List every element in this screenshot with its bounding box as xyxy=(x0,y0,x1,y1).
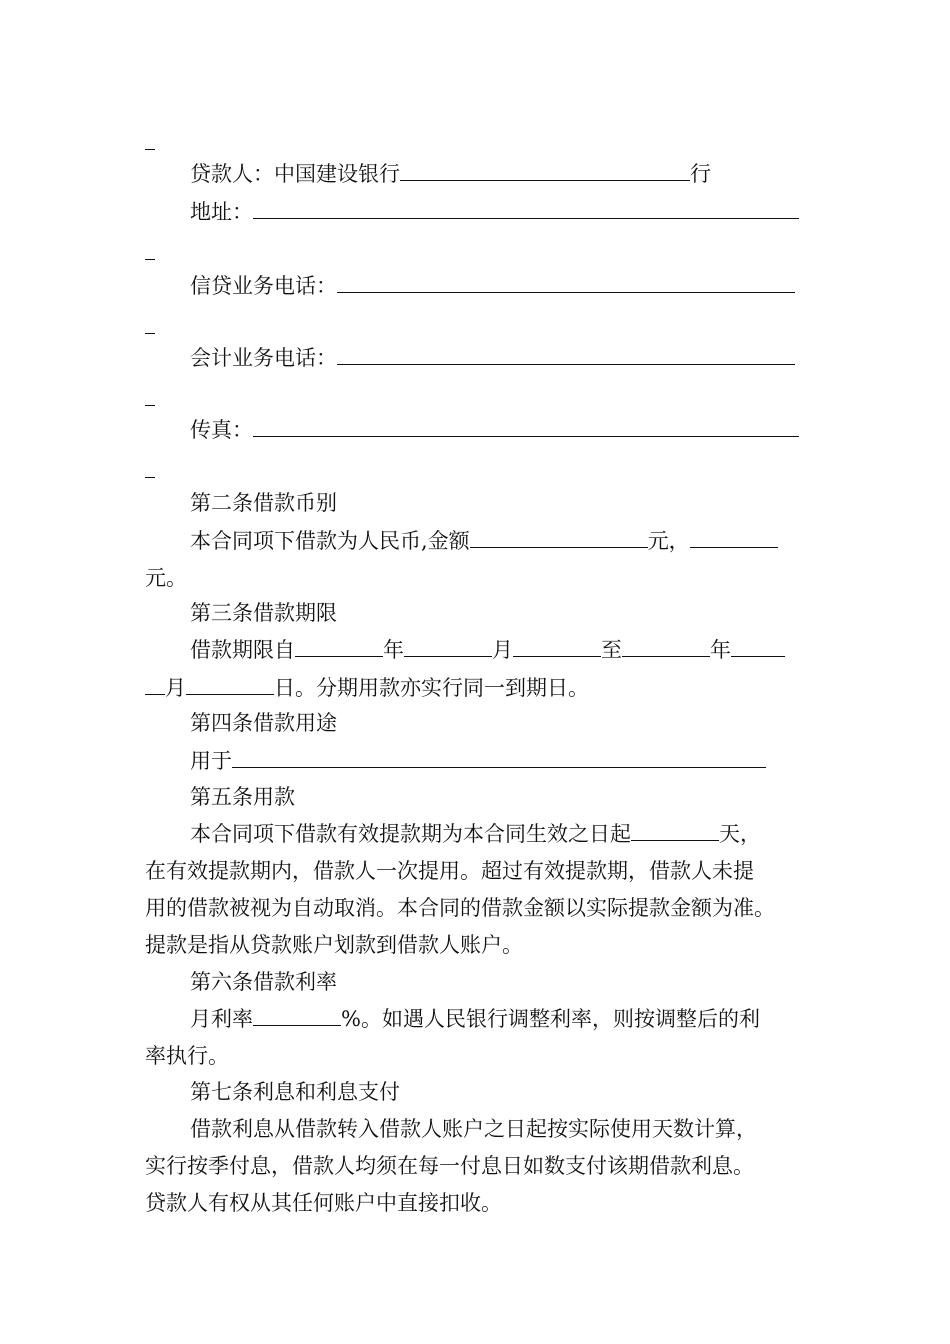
amount-blank[interactable] xyxy=(470,525,648,548)
dash-mark xyxy=(145,128,155,158)
article-5-line-2: 在有效提款期内，借款人一次提用。超过有效提款期，借款人未提 xyxy=(145,859,754,883)
accounting-phone-blank[interactable] xyxy=(337,342,795,365)
address-blank[interactable] xyxy=(253,196,799,219)
article-7-line-1: 借款利息从借款转入借款人账户之日起按实际使用天数计算， xyxy=(190,1117,757,1141)
article-5-line-3: 用的借款被视为自动取消。本合同的借款金额以实际提款金额为准。 xyxy=(145,896,775,920)
article-7-line-2: 实行按季付息，借款人均须在每一付息日如数支付该期借款利息。 xyxy=(145,1154,754,1178)
accounting-phone-label: 会计业务电话： xyxy=(190,346,337,370)
dash-mark xyxy=(145,456,155,486)
withdraw-days-blank[interactable] xyxy=(631,818,719,841)
fax-label: 传真： xyxy=(190,418,253,442)
article-7-title: 第七条利息和利息支付 xyxy=(190,1080,400,1104)
purpose-blank[interactable] xyxy=(232,745,766,768)
end-year-blank[interactable] xyxy=(622,634,710,657)
address-line xyxy=(190,196,799,226)
article-3-title: 第三条借款期限 xyxy=(190,601,337,625)
article-6-title: 第六条借款利率 xyxy=(190,970,337,994)
end-month-blank-cont[interactable] xyxy=(145,672,165,695)
article-7-line-3: 贷款人有权从其任何账户中直接扣收。 xyxy=(145,1191,502,1215)
end-day-blank[interactable] xyxy=(186,672,274,695)
article-2-line-2: 元。 xyxy=(145,566,187,590)
article-6-line-1: 月利率 %。如遇人民银行调整利率，则按调整后的利 xyxy=(190,1003,760,1033)
start-day-blank[interactable] xyxy=(513,634,601,657)
lender-branch-blank[interactable] xyxy=(400,158,690,181)
article-5-line-1: 本合同项下借款有效提款期为本合同生效之日起 天， xyxy=(190,818,761,848)
lender-line xyxy=(190,158,711,188)
amount-words-blank[interactable] xyxy=(690,525,778,548)
dash-mark xyxy=(145,384,155,414)
dash-mark xyxy=(145,238,155,268)
lender-label: 贷款人：中国建设银行 xyxy=(190,162,400,186)
lender-suffix: 行 xyxy=(690,162,711,186)
article-6-line-2: 率执行。 xyxy=(145,1044,229,1068)
start-year-blank[interactable] xyxy=(295,634,383,657)
article-2-title: 第二条借款币别 xyxy=(190,491,337,515)
fax-blank[interactable] xyxy=(253,414,799,437)
article-4-line-1: 用于 xyxy=(190,745,766,775)
dash-mark xyxy=(145,312,155,342)
start-month-blank[interactable] xyxy=(404,634,492,657)
credit-phone-label: 信贷业务电话： xyxy=(190,274,337,298)
article-2-line-1: 本合同项下借款为人民币,金额 元， xyxy=(190,525,778,555)
article-3-line-1: 借款期限自 年 月 至 年 xyxy=(190,634,785,664)
credit-phone-line xyxy=(190,270,795,300)
article-5-title: 第五条用款 xyxy=(190,785,295,809)
article-5-line-4: 提款是指从贷款账户划款到借款人账户。 xyxy=(145,933,523,957)
article-4-title: 第四条借款用途 xyxy=(190,711,337,735)
fax-line xyxy=(190,414,799,444)
monthly-rate-blank[interactable] xyxy=(253,1003,341,1026)
end-month-blank[interactable] xyxy=(731,634,785,657)
article-3-line-2: 月 日。分期用款亦实行同一到期日。 xyxy=(145,672,589,702)
address-label: 地址： xyxy=(190,200,253,224)
credit-phone-blank[interactable] xyxy=(337,270,795,293)
accounting-phone-line xyxy=(190,342,795,372)
